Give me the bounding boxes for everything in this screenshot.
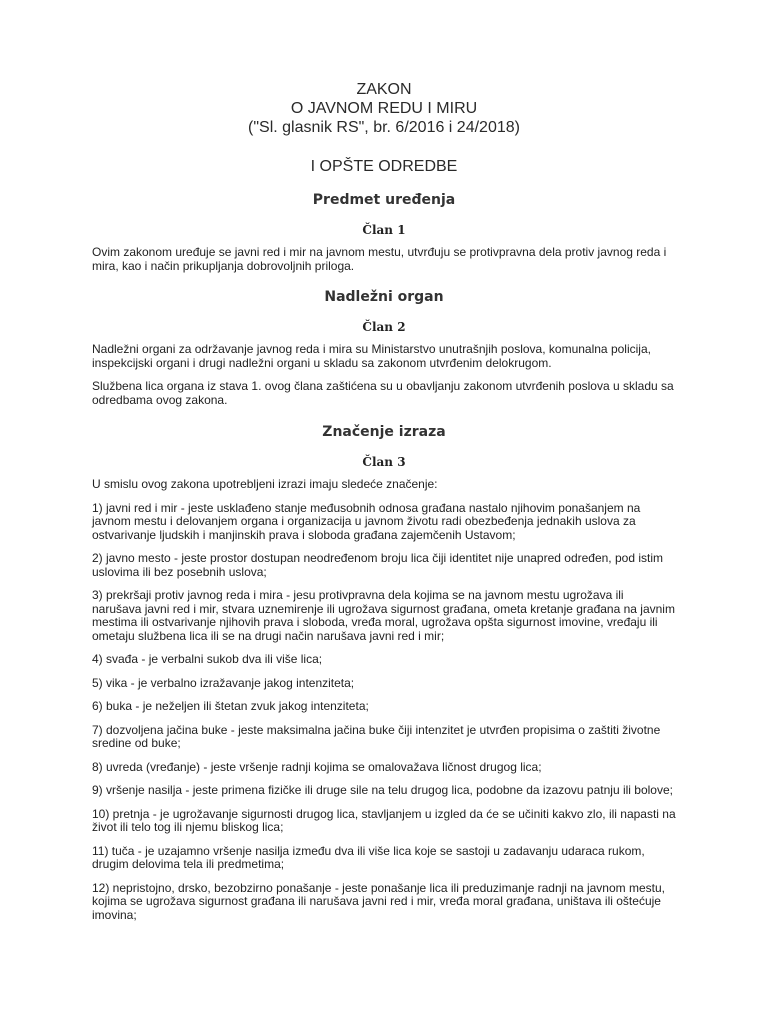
definition-item-8: 8) uvreda (vređanje) - jeste vršenje radnji kojima se omalovažava ličnost drugog lica; (92, 759, 542, 774)
subheading-nadlezni-organ: Nadležni organ (324, 289, 444, 305)
definition-item-7: 7) dozvoljena jačina buke - jeste maksimalna jačina buke čiji intenzitet je utvrđen propisima o zaštiti životne sredine od buke; (92, 722, 661, 750)
subheading-znacenje-izraza: Značenje izraza (322, 424, 446, 440)
definition-item-10: 10) pretnja - je ugrožavanje sigurnosti drugog lica, stavljanjem u izgled da će se učiniti kakvo zlo, ili napasti na život ili telo tog ili njemu bliskog lica; (92, 806, 676, 834)
article-heading-3: Član 3 (362, 455, 406, 469)
document-page (92, 80, 676, 922)
definition-item-9: 9) vršenje nasilja - jeste primena fizičke ili druge sile na telu drugog lica, podobne da izazovu patnju ili bolove; (92, 783, 673, 797)
law-title-line-2: O JAVNOM REDU I MIRU (290, 100, 478, 117)
definition-item-5: 5) vika - je verbalno izražavanje jakog intenziteta; (92, 675, 355, 690)
definition-item-6: 6) buka - je neželjen ili štetan zvuk jakog intenziteta; (92, 699, 369, 713)
definition-item-1: 1) javni red i mir - jeste usklađeno stanje međusobnih odnosa građana nastalo njihovim ponašanjem na javnom mestu i delovanjem organa i organizacija u javnom životu radi obezbeđenja jednakih uslova za ostvarivanje ljudskih i manjinskih prava i sloboda građana zajemčenih Ustavom; (92, 500, 641, 542)
article-heading-2: Član 2 (362, 320, 406, 334)
article-1-paragraph: Ovim zakonom uređuje se javni red i mir na javnom mestu, utvrđuju se protivpravna dela protiv javnog reda i mira, kao i način prikupljanja dobrovoljnih priloga. (92, 245, 667, 273)
article-2-paragraph-1: Nadležni organi za održavanje javnog reda i mira su Ministarstvo unutrašnjih poslova, komunalna policija, inspekcijski organi i drugi nadležni organi u skladu sa zakonom utvrđenim delokrugom. (92, 342, 651, 370)
definition-item-3: 3) prekršaji protiv javnog reda i mira - jesu protivpravna dela kojima se na javnom mestu ugrožava ili narušava javni red i mir, stvara uznemirenje ili ugrožava sigurnost građana, ometa kretanje građana na javnim mestima ili ostvarivanje njihovih prava i sloboda, vređa moral, ugrožava opšta sigurnost imovine, vređaju ili ometaju službena lica ili se na drugi način narušava javni red i mir; (92, 588, 675, 643)
definition-item-12: 12) nepristojno, drsko, bezobzirno ponašanje - jeste ponašanje lica ili preduzimanje radnji na javnom mestu, kojima se ugrožava sigurnost građana ili narušava javni red i mir, vređa moral građana, uništava ili oštećuje imovina; (92, 880, 665, 922)
section-title: I OPŠTE ODREDBE (310, 158, 458, 175)
article-3-intro: U smislu ovog zakona upotrebljeni izrazi imaju sledeće značenje: (92, 477, 438, 491)
definition-item-2: 2) javno mesto - jeste prostor dostupan neodređenom broju lica čiji identitet nije unapred određen, pod istim uslovima ili bez posebnih uslova; (92, 551, 663, 579)
definition-item-11: 11) tuča - je uzajamno vršenje nasilja između dva ili više lica koje se sastoji u zadavanju udaraca rukom, drugim delovima tela ili predmetima; (92, 843, 645, 871)
law-title-line-1: ZAKON (356, 81, 412, 98)
definition-item-4: 4) svađa - je verbalni sukob dva ili više lica; (92, 652, 323, 666)
article-2-paragraph-2: Službena lica organa iz stava 1. ovog člana zaštićena su u obavljanju zakonom utvrđenih poslova u skladu sa odredbama ovog zakona. (92, 379, 674, 407)
article-heading-1: Član 1 (362, 223, 406, 237)
law-title-line-3: ("Sl. glasnik RS", br. 6/2016 i 24/2018) (248, 119, 520, 136)
subheading-predmet: Predmet uređenja (312, 192, 456, 208)
